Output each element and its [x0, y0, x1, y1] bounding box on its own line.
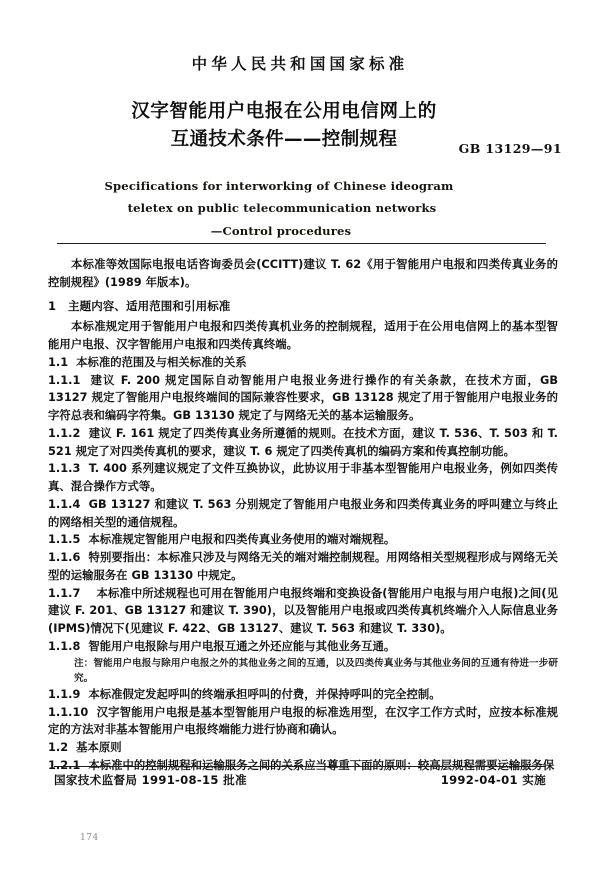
clause-1-1-7	[48, 585, 558, 638]
clause-text-1-1-5: 本标准规定智能用户电报和四类传真业务使用的端对端规程。	[88, 532, 396, 547]
clause-1-1-5	[48, 531, 558, 549]
document-title-english	[0, 175, 600, 242]
section-1-1-number: 1.1	[48, 354, 69, 369]
clause-text-1-1-1: 建议 F. 200 规定国际自动智能用户电报业务进行操作的有关条款，在技术方面，GB 13127 规定了智能用户电报终端间的国际兼容性要求，GB 13128 规定了用于智能用户电报业务的字符总表和编码字符集。GB 13130 规定了与网络无关的基本运输服务。	[48, 372, 558, 423]
section-1-heading	[48, 298, 558, 316]
note-1-1-8	[74, 656, 558, 686]
note-label: 注：	[74, 657, 94, 669]
national-standard-label: 中华人民共和国国家标准	[191, 55, 409, 73]
section-1-1-title: 本标准的范围及与相关标准的关系	[76, 354, 247, 369]
section-1-2-heading	[48, 739, 558, 757]
title-block	[0, 98, 600, 154]
clause-text-1-1-7: 本标准中所述规程也可用在智能用户电报终端和变换设备(智能用户电报与用户电报)之间(见建议 F. 201、GB 13127 和建议 T. 390)，以及智能用户电报或四类传真机终端介入人际信息业务(IPMS)情况下(见建议 F. 422、GB 13127、建议 T. 563 和建议 T. 330)。	[48, 585, 558, 636]
clause-text-1-1-2: 建议 F. 161 规定了四类传真业务所遵循的规则。在技术方面，建议 T. 536、T. 503 和 T. 521 规定了对四类传真机的要求，建议 T. 6 规定了四类传真机的编码方案和传真控制功能。	[48, 425, 558, 458]
clause-text-1-2-1: 本标准中的控制规程和运输服务之间的关系应当尊重下面的原则：较高层规程需要运输服务保	[88, 757, 555, 772]
section-1-2-title: 基本原则	[76, 740, 122, 755]
title-en-line-2: teletex on public telecommunication networks	[127, 201, 437, 216]
clause-1-1-2	[48, 425, 558, 461]
clause-1-1-9	[48, 686, 558, 704]
note-text: 智能用户电报与除用户电报之外的其他业务之间的互通，以及四类传真业务与其他业务间的互通有待进一步研究。	[74, 657, 559, 684]
clause-number-1-1-10: 1.1.10	[48, 704, 89, 719]
clause-number-1-1-2: 1.1.2	[48, 425, 81, 440]
clause-number-1-1-3: 1.1.3	[48, 461, 81, 476]
section-1-number: 1	[48, 298, 57, 313]
clause-1-1-6	[48, 549, 558, 585]
approval-statement: 国家技术监督局 1991-08-15 批准	[54, 773, 247, 787]
clause-number-1-2-1: 1.2.1	[48, 757, 81, 772]
section-1-title: 主题内容、适用范围和引用标准	[68, 298, 231, 313]
clause-number-1-1-1: 1.1.1	[48, 372, 81, 387]
document-header	[0, 0, 600, 242]
preamble-paragraph: 本标准等效国际电报电话咨询委员会(CCITT)建议 T. 62《用于智能用户电报和四类传真业务的控制规程》(1989 年版本)。	[48, 257, 558, 289]
clause-number-1-1-7: 1.1.7	[48, 585, 81, 600]
clause-number-1-1-9: 1.1.9	[48, 686, 81, 701]
clause-text-1-1-9: 本标准假定发起呼叫的终端承担呼叫的付费，并保持呼叫的完全控制。	[88, 686, 441, 701]
clause-text-1-1-10: 汉字智能用户电报是基本型智能用户电报的标准选用型，在汉字工作方式时，应按本标准规定的方法对非基本智能用户电报终端能力进行协商和确认。	[48, 704, 558, 737]
title-cn-line-2: 互通技术条件——控制规程	[170, 129, 398, 151]
title-en-line-3: —Control procedures	[210, 223, 352, 238]
title-en-line-1: Specifications for interworking of Chinese ideogram	[104, 179, 454, 194]
clause-text-1-1-8: 智能用户电报除与用户电报互通之外还应能与其他业务互通。	[88, 638, 396, 653]
clause-1-1-3	[48, 460, 558, 496]
clause-text-1-1-3: T. 400 系列建议规定了文件互换协议，此协议用于非基本型智能用户电报业务，例如四类传真、混合操作方式等。	[48, 461, 558, 494]
clause-number-1-1-4: 1.1.4	[48, 496, 81, 511]
clause-1-1-1	[48, 372, 558, 425]
clause-1-1-8	[48, 638, 558, 656]
header-divider-rule	[57, 243, 546, 244]
clause-1-1-10	[48, 704, 558, 740]
effective-date-statement: 1992-04-01 实施	[440, 773, 546, 787]
document-footer	[54, 772, 546, 788]
clause-text-1-1-6: 特别要指出：本标准只涉及与网络无关的端对端控制规程。用网络相关型规程形成与网络无关型的运输服务在 GB 13130 中规定。	[48, 550, 558, 582]
document-body	[48, 256, 558, 775]
clause-number-1-1-5: 1.1.5	[48, 532, 81, 547]
footer-divider-rule	[54, 766, 546, 767]
clause-text-1-1-4: GB 13127 和建议 T. 563 分别规定了智能用户电报业务和四类传真业务的呼叫建立与终止的网络相关型的通信规程。	[48, 496, 558, 529]
section-1-intro-paragraph: 本标准规定用于智能用户电报和四类传真机业务的控制规程，适用于在公用电信网上的基本型智能用户电报、汉字智能用户电报和四类传真终端。	[48, 319, 558, 352]
title-cn-line-1: 汉字智能用户电报在公用电信网上的	[131, 101, 437, 122]
clause-1-1-4	[48, 496, 558, 532]
page-number: 174	[80, 833, 99, 843]
clause-number-1-1-8: 1.1.8	[48, 638, 81, 653]
standard-number: GB 13129—91	[458, 141, 562, 156]
clause-number-1-1-6: 1.1.6	[48, 550, 81, 565]
section-1-1-heading	[48, 354, 558, 372]
section-1-2-number: 1.2	[48, 740, 69, 755]
